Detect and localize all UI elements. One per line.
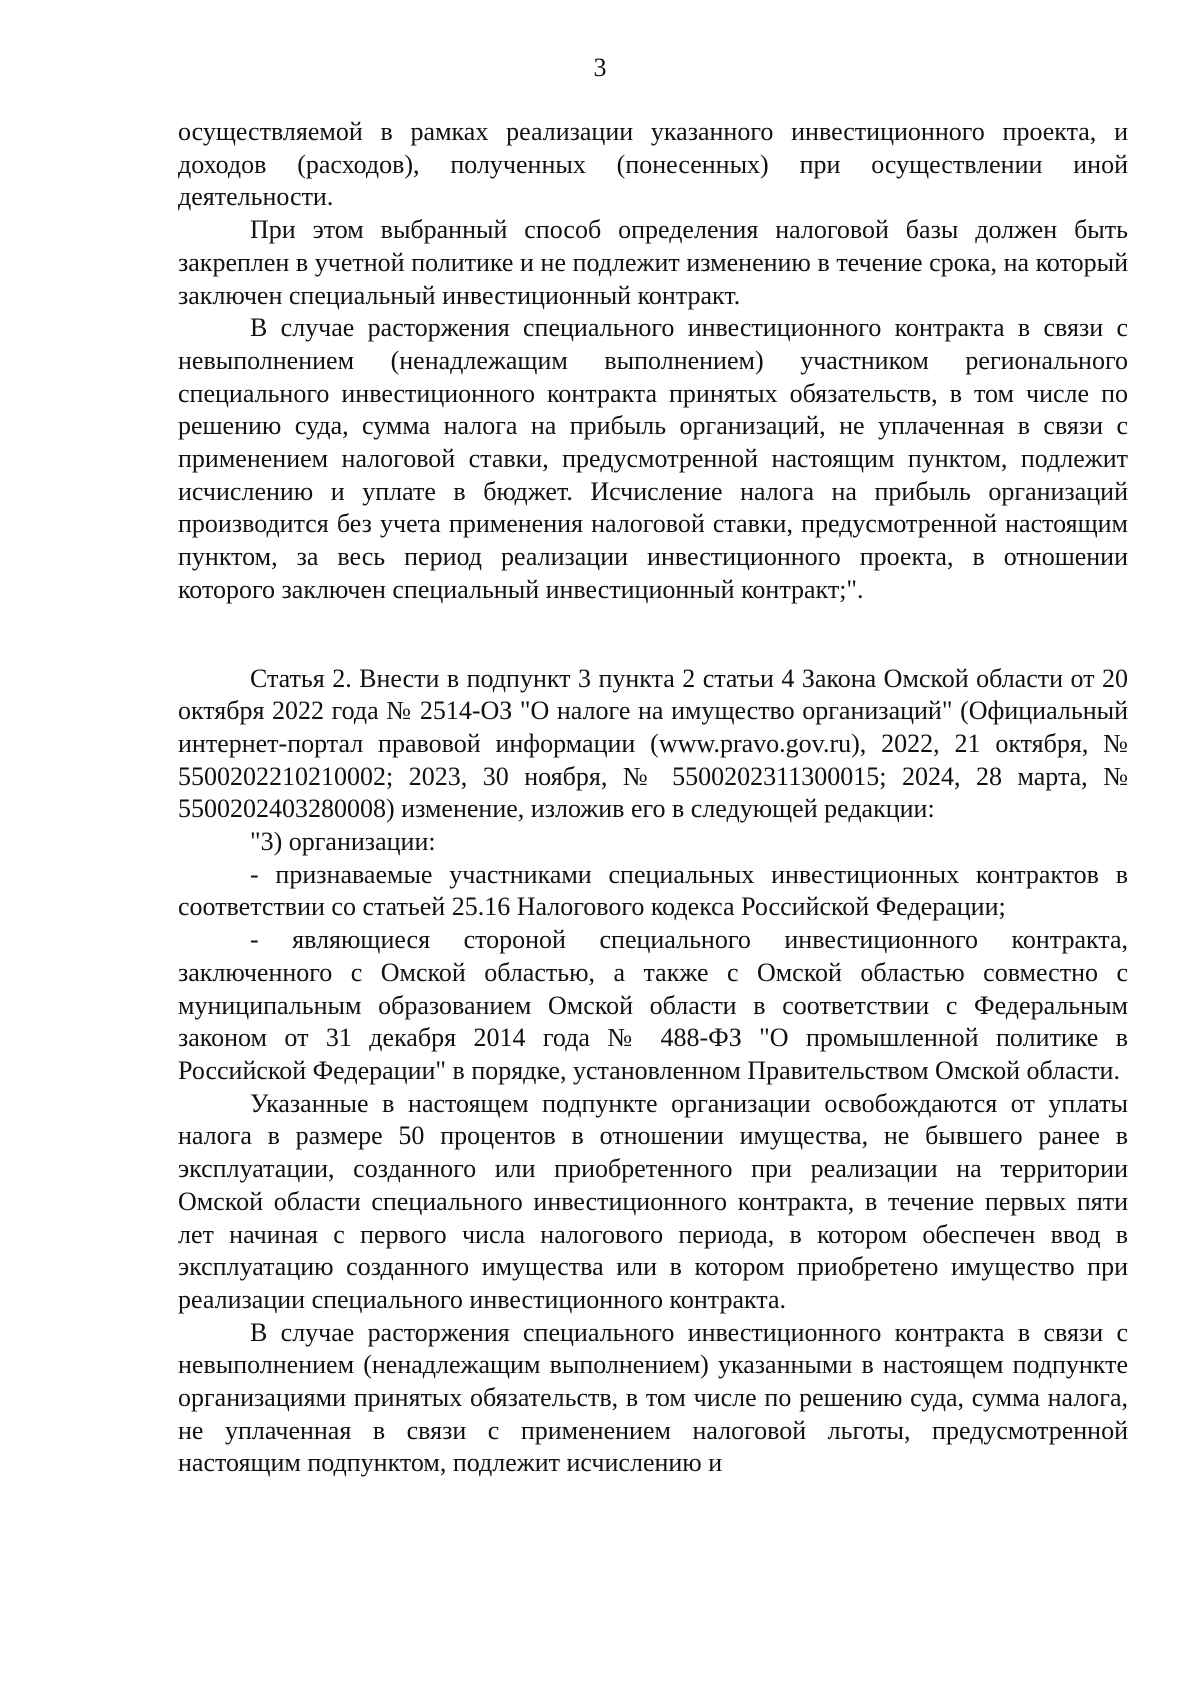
paragraph-tax-base-method: При этом выбранный способ определения налоговой базы должен быть закреплен в учетной политике и не подлежит изменению в течение срока, на который заключен специальный инвестиционный контракт. [178, 215, 1128, 310]
paragraph-tax-exemption: Указанные в настоящем подпункте организации освобождаются от уплаты налога в размере 50 процентов в отношении имущества, не бывшего ранее в эксплуатации, созданного или приобретенного при реализации на территории Омской области специального инвестиционного контракта, в течение первых пяти лет начиная с первого числа налогового периода, в котором обеспечен ввод в эксплуатацию созданного имущества или в котором приобретено имущество при реализации специального инвестиционного контракта. [178, 1088, 1128, 1314]
paragraph-contract-termination-property-tax: В случае расторжения специального инвестиционного контракта в связи с невыполнением (ненадлежащим выполнением) указанными в настоящем подпункте организациями принятых обязательств, в том числе по решению суда, сумма налога, не уплаченная в связи с применением налоговой льготы, предусмотренной настоящим подпунктом, подлежит исчислению и [178, 1317, 1128, 1478]
page-number: 3 [593, 53, 607, 82]
paragraph-contract-termination-profit-tax: В случае расторжения специального инвестиционного контракта в связи с невыполнением (ненадлежащим выполнением) участником регионального специального инвестиционного контракта принятых обязательств, в том числе по решению суда, сумма налога на прибыль организаций, не уплаченная в связи с применением налоговой ставки, предусмотренной настоящим пунктом, подлежит исчислению и уплате в бюджет. Исчисление налога на прибыль организаций производится без учета применения налоговой ставки, предусмотренной настоящим пунктом, за весь период реализации инвестиционного проекта, в отношении которого заключен специальный инвестиционный контракт;". [178, 313, 1128, 604]
document-body [178, 116, 1128, 1480]
list-item-contract-participants: - признаваемые участниками специальных инвестиционных контрактов в соответствии со статьей 25.16 Налогового кодекса Российской Федерации; [178, 859, 1128, 922]
list-item-contract-party: - являющиеся стороной специального инвестиционного контракта, заключенного с Омской областью, а также с Омской областью совместно с муниципальным образованием Омской области в соответствии с Федеральным законом от 31 декабря 2014 года № 488-ФЗ "О промышленной политике в Российской Федерации" в порядке, установленном Правительством Омской области. [178, 925, 1128, 1085]
paragraph-continuation: осуществляемой в рамках реализации указанного инвестиционного проекта, и доходов (расходов), полученных (понесенных) при осуществлении иной деятельности. [178, 117, 1128, 212]
paragraph-organizations-heading: "3) организации: [250, 827, 436, 857]
paragraph-article-2: Статья 2. Внести в подпункт 3 пункта 2 статьи 4 Закона Омской области от 20 октября 2022 года № 2514-ОЗ "О налоге на имущество организаций" (Официальный интернет-портал правовой информации (www.pravo.gov.ru), 2022, 21 октября, № 5500202210210002; 2023, 30 ноября, № 5500202311300015; 2024, 28 марта, № 5500202403280008) изменение, изложив его в следующей редакции: [178, 663, 1128, 824]
